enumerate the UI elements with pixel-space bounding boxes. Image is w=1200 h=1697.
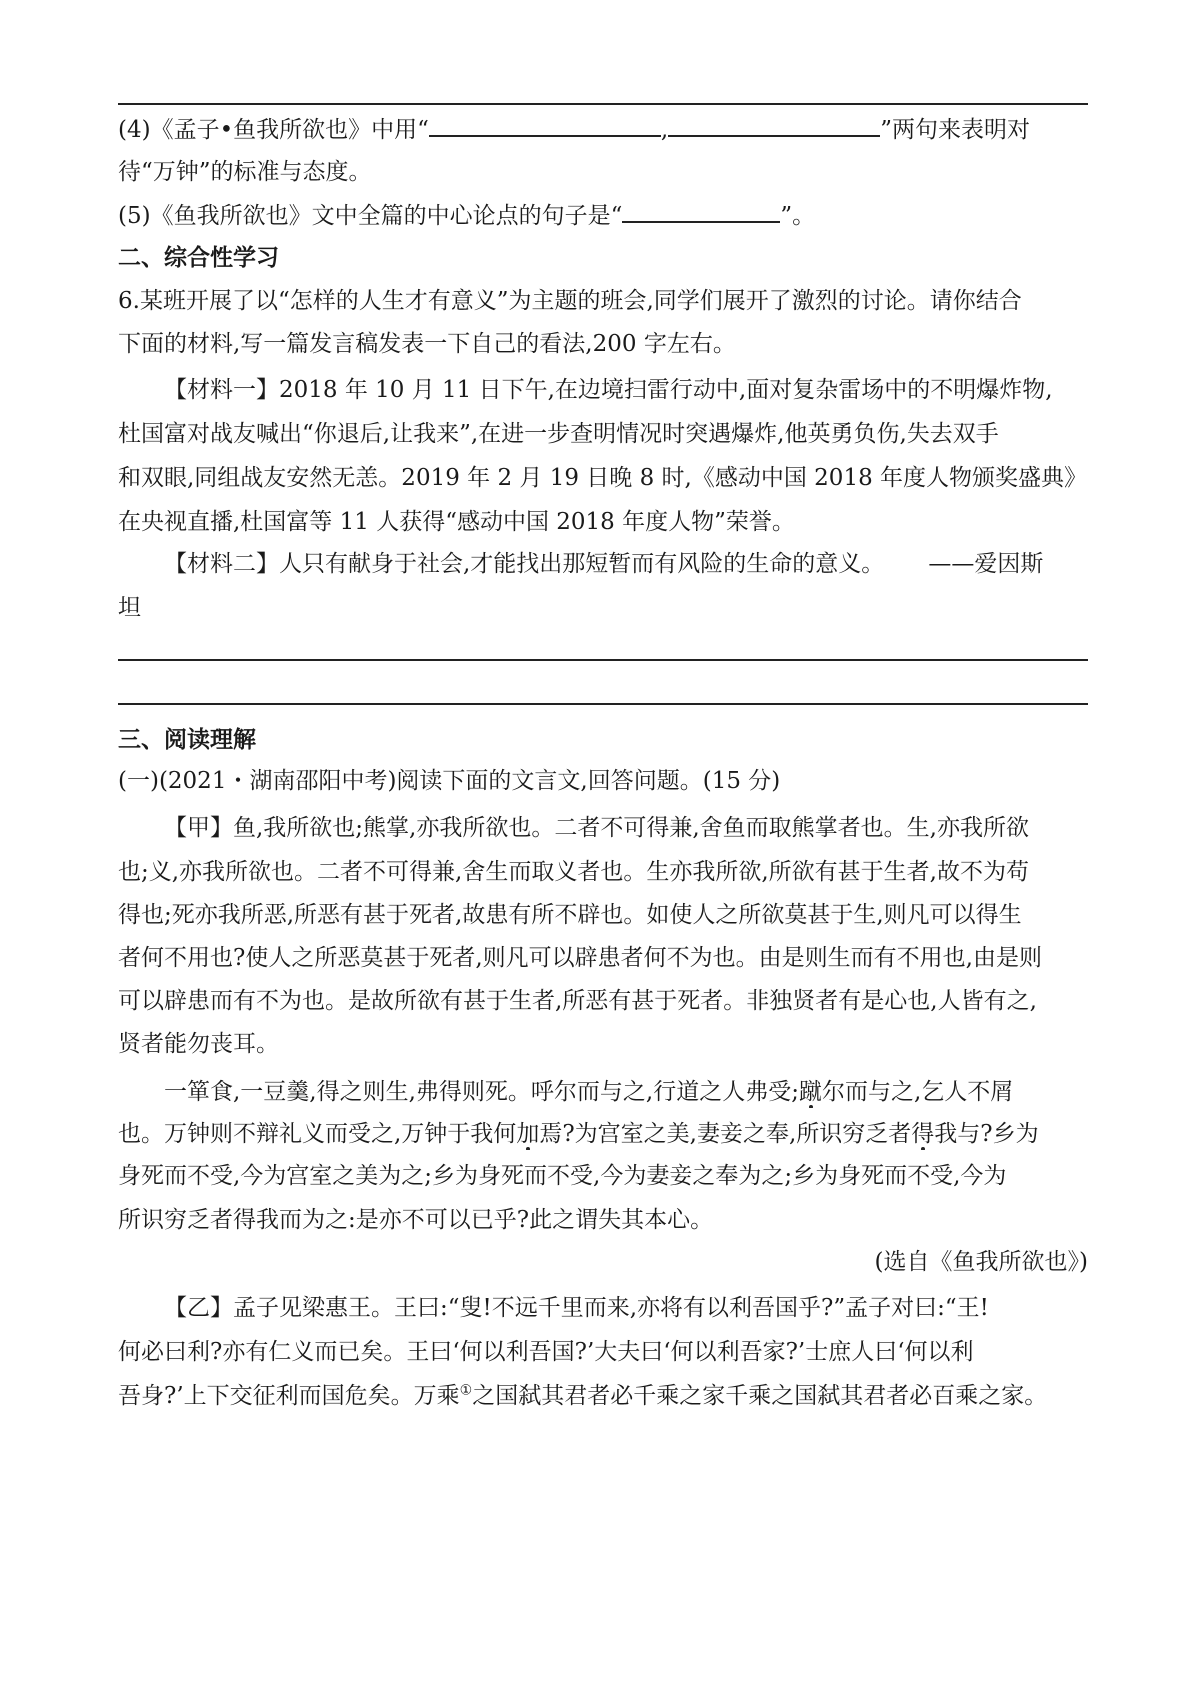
q4-line-1	[118, 113, 1088, 145]
para2-line-2	[118, 1118, 1088, 1150]
q4-line-2: 待“万钟”的标准与态度。	[118, 159, 372, 185]
para2-text: 一箪食,一豆羹,得之则生,弗得则死。呼尔而与之,行道之人弗受;	[164, 1079, 799, 1105]
jia-line-2: 也;义,亦我所欲也。二者不可得兼,舍生而取义者也。生亦我所欲,所欲有甚于生者,故不为苟	[118, 859, 1029, 885]
yi-text: 之国弑其君者必千乘之家千乘之国弑其君者必百乘之家。	[472, 1383, 1048, 1409]
section-3-intro: (一)(2021・湖南邵阳中考)阅读下面的文言文,回答问题。(15 分)	[118, 768, 781, 794]
emphasis-char-de: 得	[911, 1121, 935, 1147]
jia-line-5: 可以辟患而有不为也。是故所欲有甚于生者,所恶有甚于死者。非独贤者有是心也,人皆有之,	[118, 988, 1037, 1014]
q5-answer-blank[interactable]	[622, 199, 780, 223]
q4-prefix: (4)《孟子•鱼我所欲也》中用“	[118, 117, 429, 143]
q4-suffix: ”两句来表明对	[880, 117, 1030, 143]
section-2-title: 二、综合性学习	[118, 245, 279, 271]
material2-attribution: ——爱因斯	[928, 551, 1044, 577]
para2-line-4: 所识穷乏者得我而为之:是亦不可以已乎?此之谓失其本心。	[118, 1207, 714, 1233]
material1-line-1: 【材料一】2018 年 10 月 11 日下午,在边境扫雷行动中,面对复杂雷场中的不明爆炸物,	[164, 377, 1053, 403]
emphasis-char-cu: 蹴	[799, 1079, 822, 1105]
material1-line-4: 在央视直播,杜国富等 11 人获得“感动中国 2018 年度人物”荣誉。	[118, 509, 795, 535]
section-3-title: 三、阅读理解	[118, 727, 256, 753]
jia-line-3: 得也;死亦我所恶,所恶有甚于死者,故患有所不辟也。如使人之所欲莫甚于生,则凡可以得生	[118, 902, 1022, 928]
yi-line-1: 【乙】孟子见梁惠王。王曰:“叟!不远千里而来,亦将有以利吾国乎?”孟子对曰:“王!	[164, 1295, 989, 1321]
material1-line-3: 和双眼,同组战友安然无恙。2019 年 2 月 19 日晚 8 时,《感动中国 2018 年度人物颁奖盛典》	[118, 465, 1088, 491]
emphasis-char-jia: 加	[516, 1121, 540, 1147]
yi-line-3	[118, 1380, 1088, 1412]
q6-line-2: 下面的材料,写一篇发言稿发表一下自己的看法,200 字左右。	[118, 331, 736, 357]
para2-text: 尔而与之,乞人不屑	[822, 1079, 1014, 1105]
q4-answer-blank-2[interactable]	[668, 113, 880, 137]
q5-suffix: ”。	[780, 203, 816, 229]
material2-attribution-cont: 坦	[118, 595, 141, 621]
answer-line-1[interactable]	[118, 659, 1088, 661]
q5-prefix: (5)《鱼我所欲也》文中全篇的中心论点的句子是“	[118, 203, 623, 229]
q6-line-1: 6.某班开展了以“怎样的人生才有意义”为主题的班会,同学们展开了激烈的讨论。请你结合	[118, 288, 1022, 314]
q4-comma: ,	[660, 117, 669, 143]
para2-text: 我与?乡为	[934, 1121, 1039, 1147]
q5-line	[118, 199, 1088, 231]
material1-line-2: 杜国富对战友喊出“你退后,让我来”,在进一步查明情况时突遇爆炸,他英勇负伤,失去双手	[118, 421, 999, 447]
para2-line-1	[164, 1076, 1088, 1108]
para2-text: 也。万钟则不辩礼义而受之,万钟于我何	[118, 1121, 517, 1147]
footnote-marker[interactable]: ①	[459, 1382, 473, 1399]
jia-line-6: 贤者能勿丧耳。	[118, 1031, 279, 1057]
para2-line-3: 身死而不受,今为宫室之美为之;乡为身死而不受,今为妻妾之奉为之;乡为身死而不受,今为	[118, 1163, 1007, 1189]
yi-line-2: 何必曰利?亦有仁义而已矣。王曰‘何以利吾国?’大夫曰‘何以利吾家?’士庶人曰‘何以利	[118, 1339, 974, 1365]
source-citation: (选自《鱼我所欲也》)	[874, 1249, 1088, 1275]
top-rule	[118, 103, 1088, 105]
jia-line-4: 者何不用也?使人之所恶莫甚于死者,则凡可以辟患者何不为也。由是则生而有不用也,由是则	[118, 945, 1042, 971]
jia-line-1: 【甲】鱼,我所欲也;熊掌,亦我所欲也。二者不可得兼,舍鱼而取熊掌者也。生,亦我所欲	[164, 815, 1029, 841]
material2-line	[164, 548, 1088, 580]
answer-line-2[interactable]	[118, 703, 1088, 705]
para2-text: 焉?为宫室之美,妻妾之奉,所识穷乏者	[539, 1121, 912, 1147]
q4-answer-blank-1[interactable]	[429, 113, 661, 137]
yi-text: 吾身?’上下交征利而国危矣。万乘	[118, 1383, 460, 1409]
material2-text: 【材料二】人只有献身于社会,才能找出那短暂而有风险的生命的意义。	[164, 551, 885, 577]
